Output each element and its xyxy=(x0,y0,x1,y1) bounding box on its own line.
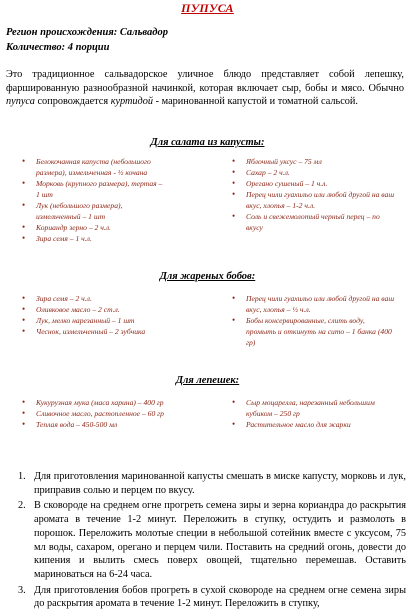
tortilla-ingredients-left xyxy=(36,397,206,430)
intro-pupusa: пупуса xyxy=(6,96,35,108)
ingredient-item: • Сыр моцарелла, нарезанный небольшим кубиком – 250 гр xyxy=(246,397,396,419)
recipe-title: ПУПУСА xyxy=(181,1,234,15)
beans-ingredients-right xyxy=(246,293,396,348)
salad-ingredients-right xyxy=(246,156,396,233)
section-heading-beans: Для жареных бобов: xyxy=(159,271,256,282)
beans-ingredients-left xyxy=(36,293,196,337)
step-item xyxy=(6,470,406,497)
ingredient-item: • Растительное масло для жарки xyxy=(246,419,396,430)
ingredient-item: • Зира семя – 2 ч.л. xyxy=(36,293,196,304)
intro-curtido: куртидой xyxy=(110,96,154,108)
ingredient-item: • Морковь (крупного размера), тертая – 1 шт xyxy=(36,178,168,200)
step-number: 1. xyxy=(18,471,26,482)
step-item xyxy=(6,499,406,581)
ingredient-item: • Лук (небольшого размера), измельченный – 1 шт xyxy=(36,200,168,222)
section-heading-salad: Для салата из капусты: xyxy=(150,137,265,148)
ingredient-item: • Кукурузная мука (маса харина) – 400 гр xyxy=(36,397,206,408)
step-text: Для приготовления маринованной капусты смешать в миске капусту, морковь и лук, приправив солью и перцем по вкусу. xyxy=(34,471,406,496)
step-item xyxy=(6,584,406,611)
ingredient-item: • Лук, мелко нарезанный – 1 шт xyxy=(36,315,196,326)
preparation-steps xyxy=(6,470,406,613)
step-text: В сковороде на среднем огне прогреть семена зиры и зерна кориандра до раскрытия аромата в течение 1-2 минут. Переложить в ступку, остудить и размолоть в порошок. Переложить молотые специи в небольшой сотейник вместе с уксусом, 75 мл воды, сахаром, орегано и перцем чили. Поставить на средний огонь, довести до кипения и вылить смесь поверх овощей, тщательно перемешав. Оставить мариноваться на 6-24 часа. xyxy=(34,500,406,580)
intro-text-1: Это традиционное сальвадорское уличное блюдо представляет собой лепешку, фаршированную разнообразной начинкой, которая включает сыр, бобы и мясо. Обычно xyxy=(6,69,404,94)
ingredient-item: • Теплая вода – 450-500 мл xyxy=(36,419,206,430)
ingredient-item: • Перец чили гуахильо или любой другой на ваш вкус, хлопья – 1-2 ч.л. xyxy=(246,189,396,211)
salad-ingredients-left xyxy=(36,156,168,244)
intro-paragraph xyxy=(6,68,404,109)
step-text: Для приготовления бобов прогреть в сухой сковороде на среднем огне семена зиры до раскрытия аромата в течение 1-2 минут. Переложить в ступку, xyxy=(34,584,406,610)
step-number: 2. xyxy=(18,500,26,512)
intro-text-2: сопровождается xyxy=(34,96,111,108)
ingredient-item: • Оливковое масло – 2 ст.л. xyxy=(36,304,196,315)
ingredient-item: • Бобы консервированные, слить воду, промыть и откинуть на сито – 1 банка (400 гр) xyxy=(246,315,396,348)
ingredient-item: • Орегано сушеный – 1 ч.л. xyxy=(246,178,396,189)
ingredient-item: • Сахар – 2 ч.л. xyxy=(246,167,396,178)
ingredient-item: • Зира семя – 1 ч.л. xyxy=(36,233,168,244)
ingredient-item: • Яблочный уксус – 75 мл xyxy=(246,156,396,167)
ingredient-item: • Перец чили гуахильо или любой другой на ваш вкус, хлопья – ½ ч.л. xyxy=(246,293,396,315)
origin-line: Регион происхождения: Сальвадор xyxy=(6,27,168,38)
ingredient-item: • Соль и свежемолотый черный перец – по вкусу xyxy=(246,211,396,233)
ingredient-item: • Сливочное масло, растопленное – 60 гр xyxy=(36,408,206,419)
step-number: 3. xyxy=(18,584,26,596)
tortilla-ingredients-right xyxy=(246,397,396,430)
intro-text-3: - маринованной капустой и томатной сальсой. xyxy=(153,96,359,108)
ingredient-item: • Кориандр зерно – 2 ч.л. xyxy=(36,222,168,233)
section-heading-tortillas: Для лепешек: xyxy=(175,375,240,386)
ingredient-item: • Чеснок, измельченный – 2 зубчика xyxy=(36,326,196,337)
quantity-line: Количество: 4 порции xyxy=(6,42,110,53)
ingredient-item: • Белокочанная капуста (небольшого размера), измельченная - ½ кочана xyxy=(36,156,168,178)
